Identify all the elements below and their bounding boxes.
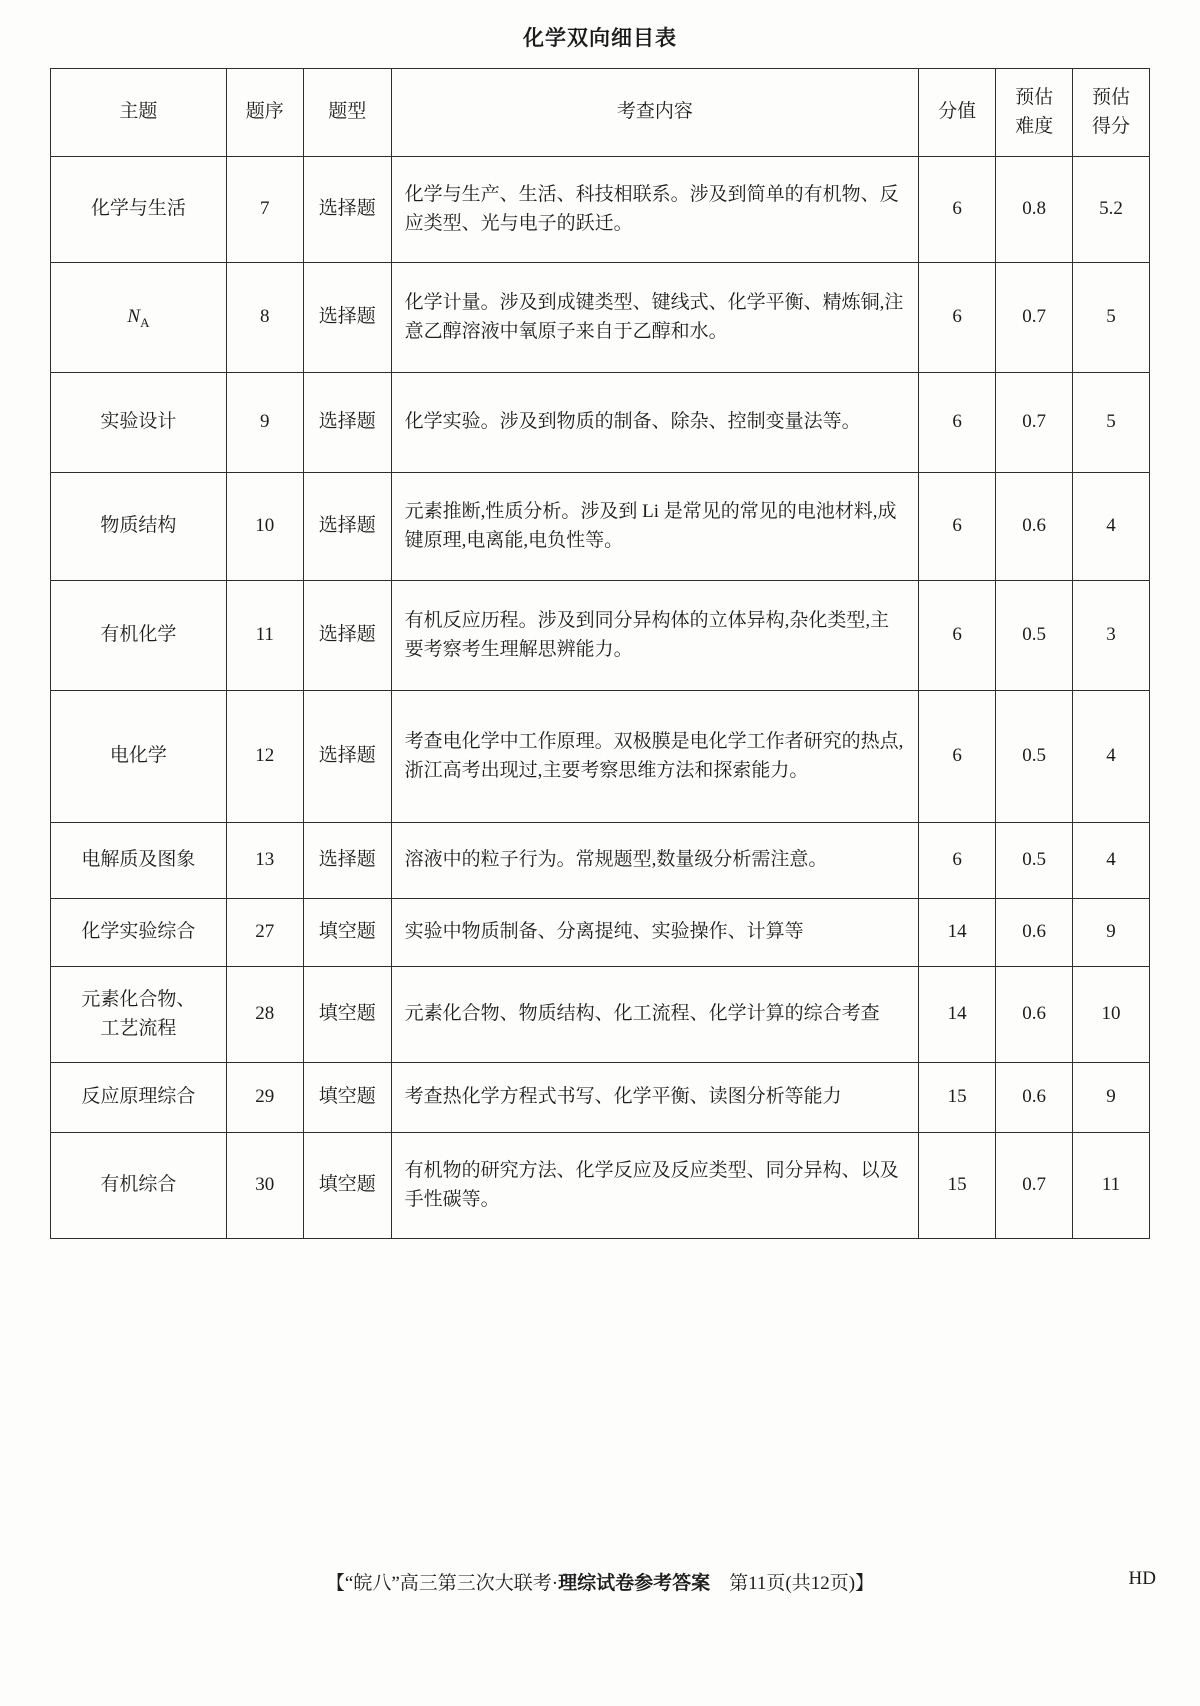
page-footer: [0, 1568, 1200, 1595]
number-cell: 13: [226, 823, 303, 899]
content-cell: 元素推断,性质分析。涉及到 Li 是常见的常见的电池材料,成键原理,电离能,电负性等。: [391, 473, 919, 581]
header-score-line2: 得分: [1092, 115, 1131, 137]
header-score-line1: 预估: [1092, 87, 1131, 108]
number-cell: 11: [226, 581, 303, 691]
content-cell: 有机反应历程。涉及到同分异构体的立体异构,杂化类型,主要考察考生理解思辨能力。: [391, 581, 919, 691]
topic-cell: 元素化合物、 工艺流程: [51, 967, 227, 1063]
header-score: [1073, 69, 1150, 157]
difficulty-cell: 0.7: [996, 373, 1073, 473]
number-cell: 29: [226, 1063, 303, 1133]
difficulty-cell: 0.8: [996, 157, 1073, 263]
table-row: [51, 581, 1150, 691]
difficulty-cell: 0.5: [996, 823, 1073, 899]
table-row: [51, 691, 1150, 823]
score-cell: 10: [1073, 967, 1150, 1063]
points-cell: 6: [919, 157, 996, 263]
header-row: [51, 69, 1150, 157]
difficulty-cell: 0.5: [996, 691, 1073, 823]
topic-cell: 有机综合: [51, 1133, 227, 1239]
header-points: 分值: [919, 69, 996, 157]
spec-table-header: [51, 69, 1150, 157]
difficulty-cell: 0.7: [996, 263, 1073, 373]
content-cell: 考查电化学中工作原理。双极膜是电化学工作者研究的热点,浙江高考出现过,主要考察思维方法和探索能力。: [391, 691, 919, 823]
score-cell: 4: [1073, 473, 1150, 581]
score-cell: 4: [1073, 691, 1150, 823]
header-number: 题序: [226, 69, 303, 157]
type-cell: 填空题: [303, 1133, 391, 1239]
difficulty-cell: 0.7: [996, 1133, 1073, 1239]
table-row: [51, 157, 1150, 263]
difficulty-cell: 0.6: [996, 473, 1073, 581]
type-cell: 选择题: [303, 823, 391, 899]
points-cell: 6: [919, 263, 996, 373]
number-cell: 8: [226, 263, 303, 373]
points-cell: 14: [919, 967, 996, 1063]
content-cell: 化学实验。涉及到物质的制备、除杂、控制变量法等。: [391, 373, 919, 473]
type-cell: 选择题: [303, 691, 391, 823]
header-content: 考查内容: [391, 69, 919, 157]
footer-exam-name: 【“皖八”高三第三次大联考·: [325, 1573, 559, 1594]
points-cell: 15: [919, 1063, 996, 1133]
footer-answer-title: 理综试卷参考答案: [558, 1573, 711, 1594]
score-cell: 5: [1073, 373, 1150, 473]
score-cell: 5: [1073, 263, 1150, 373]
table-row: [51, 263, 1150, 373]
points-cell: 6: [919, 581, 996, 691]
topic-cell: $N_A$: [51, 263, 227, 373]
table-row: [51, 823, 1150, 899]
number-cell: 27: [226, 899, 303, 967]
type-cell: 选择题: [303, 473, 391, 581]
score-cell: 5.2: [1073, 157, 1150, 263]
difficulty-cell: 0.6: [996, 967, 1073, 1063]
table-row: [51, 373, 1150, 473]
score-cell: 9: [1073, 899, 1150, 967]
content-cell: 考查热化学方程式书写、化学平衡、读图分析等能力: [391, 1063, 919, 1133]
table-row: [51, 899, 1150, 967]
difficulty-cell: 0.5: [996, 581, 1073, 691]
topic-cell: 电解质及图象: [51, 823, 227, 899]
topic-cell: 电化学: [51, 691, 227, 823]
topic-cell: 化学与生活: [51, 157, 227, 263]
type-cell: 填空题: [303, 967, 391, 1063]
points-cell: 6: [919, 691, 996, 823]
difficulty-cell: 0.6: [996, 899, 1073, 967]
table-row: [51, 1133, 1150, 1239]
number-cell: 9: [226, 373, 303, 473]
topic-cell: 物质结构: [51, 473, 227, 581]
content-cell: 实验中物质制备、分离提纯、实验操作、计算等: [391, 899, 919, 967]
topic-cell: 有机化学: [51, 581, 227, 691]
difficulty-cell: 0.6: [996, 1063, 1073, 1133]
topic-cell: 化学实验综合: [51, 899, 227, 967]
content-cell: 化学与生产、生活、科技相联系。涉及到简单的有机物、反应类型、光与电子的跃迁。: [391, 157, 919, 263]
points-cell: 6: [919, 473, 996, 581]
table-row: [51, 967, 1150, 1063]
page-title: 化学双向细目表: [523, 26, 677, 50]
table-row: [51, 1063, 1150, 1133]
type-cell: 选择题: [303, 373, 391, 473]
footer-code: HD: [1128, 1568, 1156, 1589]
type-cell: 填空题: [303, 1063, 391, 1133]
footer-page-number: 第11页(共12页)】: [710, 1573, 875, 1594]
content-cell: 元素化合物、物质结构、化工流程、化学计算的综合考查: [391, 967, 919, 1063]
spec-table: [50, 68, 1150, 1239]
content-cell: 溶液中的粒子行为。常规题型,数量级分析需注意。: [391, 823, 919, 899]
type-cell: 选择题: [303, 581, 391, 691]
header-difficulty-line1: 预估: [1015, 87, 1054, 108]
topic-cell: 反应原理综合: [51, 1063, 227, 1133]
number-cell: 7: [226, 157, 303, 263]
type-cell: 选择题: [303, 263, 391, 373]
number-cell: 28: [226, 967, 303, 1063]
header-difficulty: [996, 69, 1073, 157]
number-cell: 30: [226, 1133, 303, 1239]
header-type: 题型: [303, 69, 391, 157]
table-row: [51, 473, 1150, 581]
points-cell: 14: [919, 899, 996, 967]
content-cell: 有机物的研究方法、化学反应及反应类型、同分异构、以及手性碳等。: [391, 1133, 919, 1239]
spec-table-body: [51, 157, 1150, 1239]
points-cell: 6: [919, 373, 996, 473]
score-cell: 11: [1073, 1133, 1150, 1239]
score-cell: 4: [1073, 823, 1150, 899]
header-difficulty-line2: 难度: [1015, 115, 1054, 137]
score-cell: 9: [1073, 1063, 1150, 1133]
type-cell: 选择题: [303, 157, 391, 263]
number-cell: 12: [226, 691, 303, 823]
number-cell: 10: [226, 473, 303, 581]
content-cell: 化学计量。涉及到成键类型、键线式、化学平衡、精炼铜,注意乙醇溶液中氧原子来自于乙醇和水。: [391, 263, 919, 373]
topic-cell: 实验设计: [51, 373, 227, 473]
header-topic: 主题: [51, 69, 227, 157]
points-cell: 6: [919, 823, 996, 899]
score-cell: 3: [1073, 581, 1150, 691]
type-cell: 填空题: [303, 899, 391, 967]
points-cell: 15: [919, 1133, 996, 1239]
